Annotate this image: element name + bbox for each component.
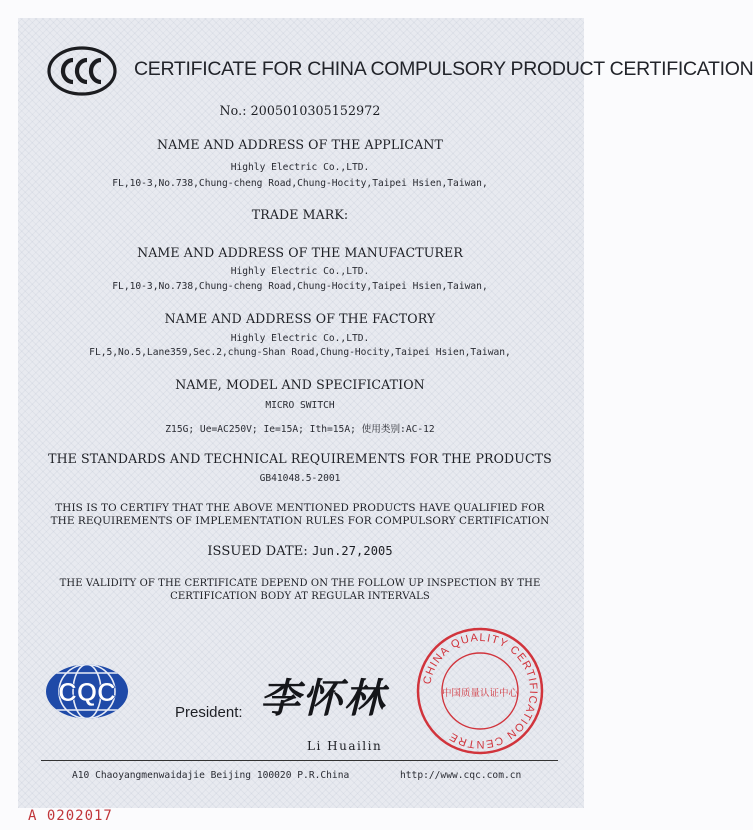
factory-address: FL,5,No.5,Lane359,Sec.2,chung-Shan Road,Chung-Hocity,Taipei Hsien,Taiwan,: [89, 347, 511, 358]
stamp-outer-text: CHINA QUALITY CERTIFICATION CENTRE: [421, 631, 540, 751]
product-spec: Z15G; Ue=AC250V; Ie=15A; Ith=15A; 使用类别:AC-12: [165, 424, 435, 435]
manufacturer-heading: NAME AND ADDRESS OF THE MANUFACTURER: [137, 245, 463, 260]
factory-heading: NAME AND ADDRESS OF THE FACTORY: [164, 311, 436, 326]
certify-line-1: THIS IS TO CERTIFY THAT THE ABOVE MENTIONED PRODUCTS HAVE QUALIFIED FOR: [55, 502, 545, 514]
validity-line-1: THE VALIDITY OF THE CERTIFICATE DEPEND ON THE FOLLOW UP INSPECTION BY THE: [59, 578, 541, 589]
certificate-title: CERTIFICATE FOR CHINA COMPULSORY PRODUCT CERTIFICATION: [134, 58, 753, 80]
product-name: MICRO SWITCH: [265, 400, 335, 411]
factory-name: Highly Electric Co.,LTD.: [230, 333, 370, 344]
product-heading: NAME, MODEL AND SPECIFICATION: [175, 377, 425, 392]
certificate-number: No.: 2005010305152972: [219, 103, 381, 118]
footer-divider: [41, 760, 558, 761]
applicant-name: Highly Electric Co.,LTD.: [230, 162, 370, 173]
manufacturer-address: FL,10-3,No.738,Chung-cheng Road,Chung-Hocity,Taipei Hsien,Taiwan,: [112, 281, 488, 292]
cqc-logo-text: CQC: [58, 677, 116, 707]
manufacturer-name: Highly Electric Co.,LTD.: [230, 266, 370, 277]
applicant-address: FL,10-3,No.738,Chung-cheng Road,Chung-Hocity,Taipei Hsien,Taiwan,: [112, 178, 488, 189]
trademark-heading: TRADE MARK:: [251, 207, 349, 222]
applicant-heading: NAME AND ADDRESS OF THE APPLICANT: [157, 137, 443, 152]
ccc-logo: [47, 46, 117, 96]
certification-stamp: [415, 626, 545, 756]
certify-line-2: THE REQUIREMENTS OF IMPLEMENTATION RULES FOR COMPULSORY CERTIFICATION: [50, 515, 550, 527]
stamp-inner-text: 中国质量认证中心: [441, 688, 519, 699]
president-name: Li Huailin: [307, 739, 383, 753]
issued-date-value: Jun.27,2005: [312, 544, 393, 558]
footer-address: A10 Chaoyangmenwaidajie Beijing 100020 P.R.China: [72, 770, 350, 781]
serial-number: A 0202017: [28, 808, 113, 824]
standards-heading: THE STANDARDS AND TECHNICAL REQUIREMENTS FOR THE PRODUCTS: [48, 451, 552, 466]
cqc-logo: [44, 663, 130, 720]
president-label: President:: [175, 704, 243, 721]
validity-line-2: CERTIFICATION BODY AT REGULAR INTERVALS: [170, 591, 430, 602]
standards-value: GB41048.5-2001: [259, 473, 341, 484]
signature-chinese: 李怀林: [260, 675, 386, 722]
president-signature: [258, 672, 403, 724]
issued-date-row: [0, 544, 600, 559]
issued-date-label: ISSUED DATE:: [207, 544, 308, 559]
footer-url[interactable]: http://www.cqc.com.cn: [400, 770, 522, 781]
